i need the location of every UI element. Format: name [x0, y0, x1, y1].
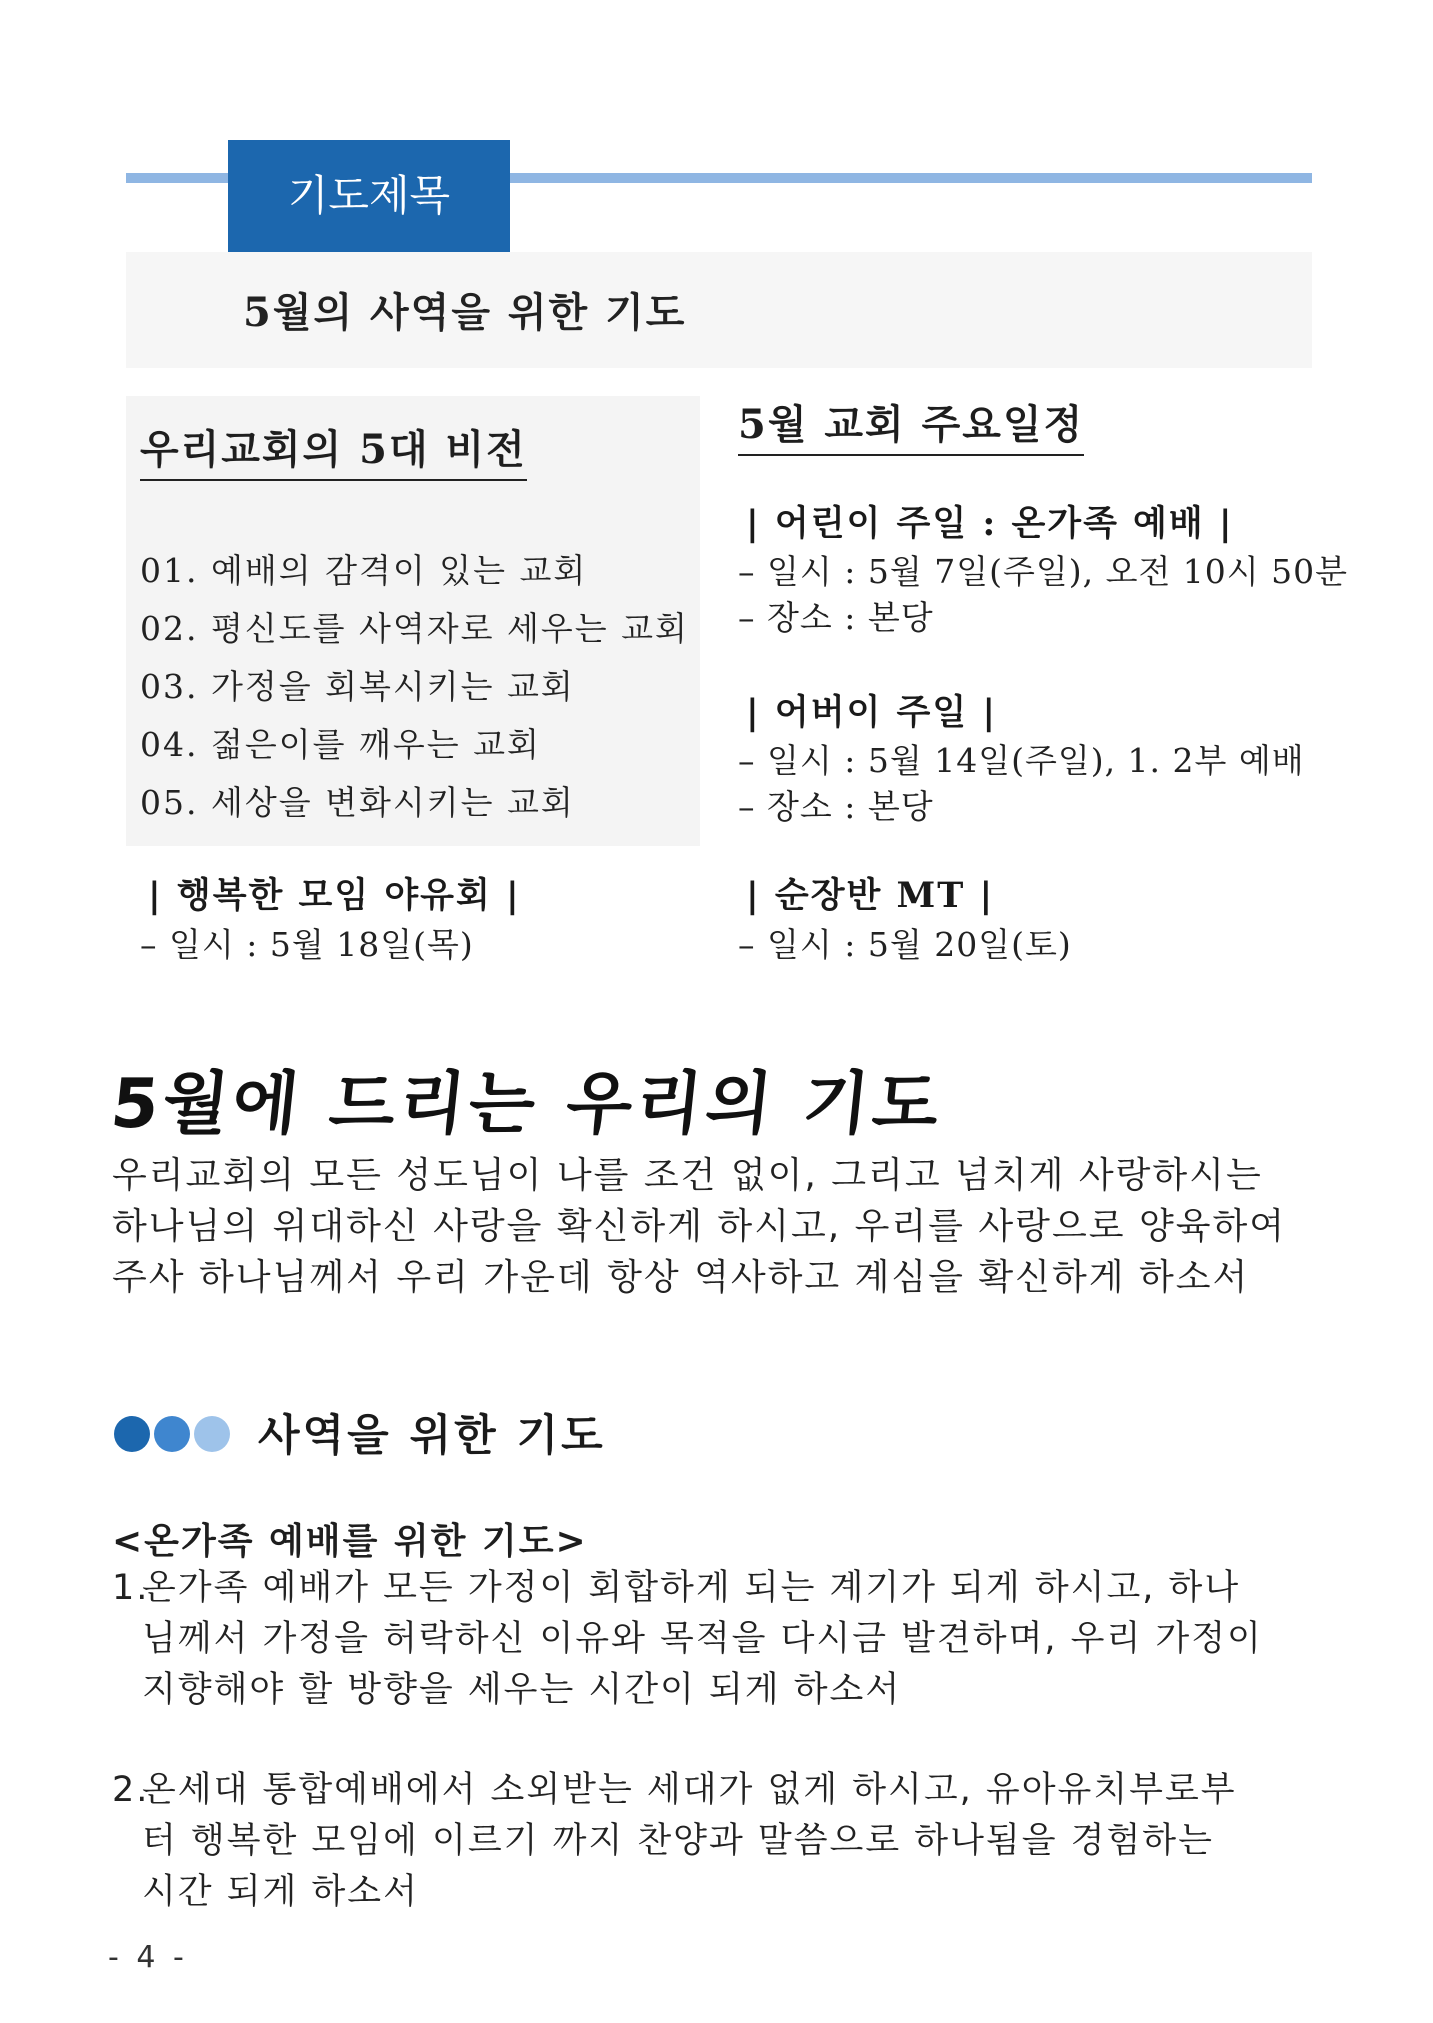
- event-title-picnic: | 행복한 모임 야유회 |: [148, 875, 521, 916]
- prayer-line: 하나님의 위대하신 사랑을 확신하게 하시고, 우리를 사랑으로 양육하여: [112, 1206, 1287, 1247]
- header-tab-label: 기도제목: [287, 171, 451, 220]
- event-date-line: – 일시 : 5월 20일(토): [738, 925, 1072, 964]
- schedule-heading: 5월 교회 주요일정: [738, 393, 1084, 456]
- event-date-line: – 일시 : 5월 14일(주일), 1. 2부 예배: [738, 741, 1305, 780]
- item-number: 2.: [112, 1770, 150, 1810]
- vision-item: 03. 가정을 회복시키는 교회: [140, 667, 575, 706]
- event-place-line: – 장소 : 본당: [738, 598, 934, 637]
- item-number: 1.: [112, 1568, 150, 1608]
- section-bullet-dot: [154, 1416, 190, 1452]
- event-title-parents-day: | 어버이 주일 |: [746, 692, 998, 733]
- event-title-childrens-day: | 어린이 주일 : 온가족 예배 |: [746, 503, 1234, 544]
- item-text-line: 온세대 통합예배에서 소외받는 세대가 없게 하시고, 유아유치부로부: [142, 1770, 1237, 1810]
- section-bullet-dot: [194, 1416, 230, 1452]
- item-text-line: 시간 되게 하소서: [142, 1872, 419, 1912]
- item-text-line: 터 행복한 모임에 이르기 까지 찬양과 말씀으로 하나됨을 경험하는: [142, 1821, 1214, 1861]
- page-subtitle: 5월의 사역을 위한 기도: [243, 289, 687, 336]
- event-date-line: – 일시 : 5월 18일(목): [140, 925, 474, 964]
- vision-item: 04. 젊은이를 깨우는 교회: [140, 725, 541, 764]
- ministry-section-title: 사역을 위한 기도: [258, 1411, 606, 1461]
- event-date-line: – 일시 : 5월 7일(주일), 오전 10시 50분: [738, 552, 1349, 591]
- item-text-line: 지향해야 할 방향을 세우는 시간이 되게 하소서: [142, 1670, 902, 1710]
- page-number: - 4 -: [108, 1940, 188, 1975]
- prayer-item: [112, 1765, 1312, 1918]
- section-bullet-dot: [114, 1416, 150, 1452]
- prayer-title: 5월에 드리는 우리의 기도: [107, 1065, 947, 1144]
- vision-item: 02. 평신도를 사역자로 세우는 교회: [140, 609, 689, 648]
- item-text-line: 님께서 가정을 허락하신 이유와 목적을 다시금 발견하며, 우리 가정이: [142, 1619, 1263, 1659]
- family-worship-subtitle: <온가족 예배를 위한 기도>: [112, 1521, 588, 1562]
- event-title-leaders-mt: | 순장반 MT |: [746, 875, 995, 916]
- vision-item: 01. 예배의 감격이 있는 교회: [140, 551, 588, 590]
- item-text-line: 온가족 예배가 모든 가정이 회합하게 되는 계기가 되게 하시고, 하나: [142, 1568, 1241, 1608]
- prayer-item: [112, 1563, 1312, 1716]
- vision-item: 05. 세상을 변화시키는 교회: [140, 783, 575, 822]
- prayer-line: 우리교회의 모든 성도님이 나를 조건 없이, 그리고 넘치게 사랑하시는: [112, 1155, 1263, 1196]
- event-place-line: – 장소 : 본당: [738, 787, 934, 826]
- vision-heading: 우리교회의 5대 비전: [140, 418, 527, 481]
- prayer-line: 주사 하나님께서 우리 가운데 항상 역사하고 계심을 확신하게 하소서: [112, 1257, 1250, 1298]
